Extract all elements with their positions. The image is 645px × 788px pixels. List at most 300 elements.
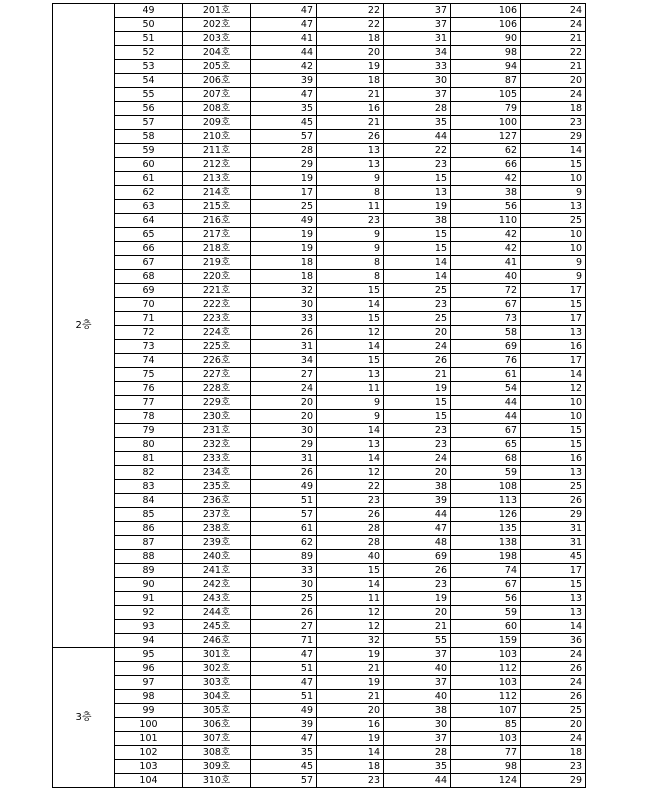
value-1-cell: 19	[251, 172, 317, 186]
table-row	[53, 284, 586, 298]
value-1-cell: 49	[251, 704, 317, 718]
unit-number-cell: 225호	[183, 340, 251, 354]
value-1-cell: 51	[251, 690, 317, 704]
table-row	[53, 242, 586, 256]
value-3-cell: 15	[384, 410, 451, 424]
value-4-cell: 59	[451, 466, 521, 480]
value-1-cell: 24	[251, 382, 317, 396]
unit-number-cell: 244호	[183, 606, 251, 620]
value-4-cell: 94	[451, 60, 521, 74]
row-number-cell: 62	[115, 186, 183, 200]
value-3-cell: 23	[384, 424, 451, 438]
row-number-cell: 55	[115, 88, 183, 102]
value-5-cell: 24	[521, 18, 586, 32]
value-1-cell: 45	[251, 760, 317, 774]
unit-number-cell: 223호	[183, 312, 251, 326]
value-5-cell: 9	[521, 186, 586, 200]
table-row	[53, 508, 586, 522]
value-2-cell: 19	[317, 60, 384, 74]
value-1-cell: 51	[251, 662, 317, 676]
value-3-cell: 48	[384, 536, 451, 550]
table-row	[53, 158, 586, 172]
row-number-cell: 94	[115, 634, 183, 648]
value-4-cell: 44	[451, 396, 521, 410]
value-5-cell: 23	[521, 116, 586, 130]
value-3-cell: 23	[384, 438, 451, 452]
row-number-cell: 88	[115, 550, 183, 564]
value-4-cell: 42	[451, 172, 521, 186]
value-4-cell: 38	[451, 186, 521, 200]
table-row	[53, 578, 586, 592]
value-5-cell: 17	[521, 312, 586, 326]
value-2-cell: 14	[317, 746, 384, 760]
unit-number-cell: 201호	[183, 4, 251, 18]
value-2-cell: 23	[317, 774, 384, 788]
value-2-cell: 12	[317, 606, 384, 620]
value-3-cell: 55	[384, 634, 451, 648]
value-1-cell: 71	[251, 634, 317, 648]
value-4-cell: 42	[451, 228, 521, 242]
table-row	[53, 298, 586, 312]
table-row	[53, 648, 586, 662]
row-number-cell: 52	[115, 46, 183, 60]
value-3-cell: 23	[384, 298, 451, 312]
row-number-cell: 100	[115, 718, 183, 732]
value-5-cell: 16	[521, 340, 586, 354]
row-number-cell: 67	[115, 256, 183, 270]
unit-number-cell: 219호	[183, 256, 251, 270]
value-2-cell: 19	[317, 648, 384, 662]
value-5-cell: 15	[521, 578, 586, 592]
unit-number-cell: 307호	[183, 732, 251, 746]
row-number-cell: 69	[115, 284, 183, 298]
table-row	[53, 326, 586, 340]
table-row	[53, 186, 586, 200]
row-number-cell: 83	[115, 480, 183, 494]
value-3-cell: 38	[384, 480, 451, 494]
value-3-cell: 31	[384, 32, 451, 46]
value-5-cell: 31	[521, 536, 586, 550]
value-1-cell: 33	[251, 312, 317, 326]
unit-number-cell: 234호	[183, 466, 251, 480]
value-4-cell: 54	[451, 382, 521, 396]
value-5-cell: 21	[521, 32, 586, 46]
value-2-cell: 14	[317, 452, 384, 466]
value-5-cell: 25	[521, 214, 586, 228]
value-1-cell: 25	[251, 592, 317, 606]
unit-number-cell: 306호	[183, 718, 251, 732]
value-2-cell: 18	[317, 32, 384, 46]
value-1-cell: 62	[251, 536, 317, 550]
value-2-cell: 14	[317, 298, 384, 312]
table-row	[53, 130, 586, 144]
value-4-cell: 58	[451, 326, 521, 340]
table-row	[53, 144, 586, 158]
unit-number-cell: 227호	[183, 368, 251, 382]
value-1-cell: 47	[251, 18, 317, 32]
row-number-cell: 102	[115, 746, 183, 760]
table-row	[53, 214, 586, 228]
value-3-cell: 15	[384, 172, 451, 186]
value-3-cell: 14	[384, 256, 451, 270]
row-number-cell: 59	[115, 144, 183, 158]
row-number-cell: 76	[115, 382, 183, 396]
value-4-cell: 103	[451, 648, 521, 662]
value-2-cell: 22	[317, 480, 384, 494]
unit-number-cell: 301호	[183, 648, 251, 662]
value-1-cell: 27	[251, 620, 317, 634]
value-3-cell: 44	[384, 774, 451, 788]
unit-number-cell: 243호	[183, 592, 251, 606]
table-row	[53, 452, 586, 466]
unit-number-cell: 232호	[183, 438, 251, 452]
value-4-cell: 69	[451, 340, 521, 354]
value-1-cell: 33	[251, 564, 317, 578]
unit-number-cell: 212호	[183, 158, 251, 172]
row-number-cell: 87	[115, 536, 183, 550]
table-row	[53, 102, 586, 116]
value-2-cell: 9	[317, 228, 384, 242]
value-3-cell: 14	[384, 270, 451, 284]
value-3-cell: 20	[384, 606, 451, 620]
value-4-cell: 87	[451, 74, 521, 88]
value-5-cell: 10	[521, 410, 586, 424]
unit-number-cell: 239호	[183, 536, 251, 550]
row-number-cell: 63	[115, 200, 183, 214]
row-number-cell: 84	[115, 494, 183, 508]
unit-number-cell: 304호	[183, 690, 251, 704]
row-number-cell: 79	[115, 424, 183, 438]
unit-number-cell: 210호	[183, 130, 251, 144]
table-row	[53, 18, 586, 32]
value-5-cell: 17	[521, 564, 586, 578]
value-1-cell: 49	[251, 214, 317, 228]
table-row	[53, 564, 586, 578]
value-5-cell: 14	[521, 368, 586, 382]
value-2-cell: 32	[317, 634, 384, 648]
value-1-cell: 47	[251, 732, 317, 746]
value-2-cell: 8	[317, 270, 384, 284]
value-2-cell: 14	[317, 578, 384, 592]
value-2-cell: 26	[317, 508, 384, 522]
unit-number-cell: 203호	[183, 32, 251, 46]
table-row	[53, 116, 586, 130]
value-1-cell: 57	[251, 130, 317, 144]
value-5-cell: 29	[521, 774, 586, 788]
row-number-cell: 58	[115, 130, 183, 144]
floor-label: 2층	[53, 4, 115, 648]
table-row	[53, 760, 586, 774]
table-row	[53, 382, 586, 396]
value-4-cell: 67	[451, 298, 521, 312]
value-5-cell: 24	[521, 648, 586, 662]
value-1-cell: 28	[251, 144, 317, 158]
row-number-cell: 64	[115, 214, 183, 228]
value-3-cell: 30	[384, 718, 451, 732]
unit-number-cell: 233호	[183, 452, 251, 466]
row-number-cell: 95	[115, 648, 183, 662]
value-4-cell: 90	[451, 32, 521, 46]
value-5-cell: 24	[521, 4, 586, 18]
value-2-cell: 8	[317, 186, 384, 200]
row-number-cell: 90	[115, 578, 183, 592]
value-2-cell: 23	[317, 214, 384, 228]
row-number-cell: 56	[115, 102, 183, 116]
table-row	[53, 32, 586, 46]
value-5-cell: 13	[521, 326, 586, 340]
value-2-cell: 13	[317, 438, 384, 452]
value-2-cell: 13	[317, 158, 384, 172]
value-3-cell: 15	[384, 242, 451, 256]
unit-number-cell: 224호	[183, 326, 251, 340]
table-row	[53, 620, 586, 634]
value-5-cell: 16	[521, 452, 586, 466]
value-1-cell: 34	[251, 354, 317, 368]
unit-number-cell: 220호	[183, 270, 251, 284]
value-5-cell: 24	[521, 676, 586, 690]
unit-number-cell: 226호	[183, 354, 251, 368]
value-3-cell: 37	[384, 4, 451, 18]
row-number-cell: 53	[115, 60, 183, 74]
value-5-cell: 36	[521, 634, 586, 648]
value-2-cell: 9	[317, 242, 384, 256]
value-2-cell: 21	[317, 690, 384, 704]
row-number-cell: 99	[115, 704, 183, 718]
table-row	[53, 466, 586, 480]
value-5-cell: 13	[521, 592, 586, 606]
table-row	[53, 340, 586, 354]
value-2-cell: 28	[317, 536, 384, 550]
value-4-cell: 103	[451, 732, 521, 746]
row-number-cell: 49	[115, 4, 183, 18]
unit-number-cell: 202호	[183, 18, 251, 32]
unit-number-cell: 236호	[183, 494, 251, 508]
table-row	[53, 200, 586, 214]
value-1-cell: 42	[251, 60, 317, 74]
value-1-cell: 20	[251, 396, 317, 410]
value-3-cell: 20	[384, 326, 451, 340]
row-number-cell: 61	[115, 172, 183, 186]
value-5-cell: 15	[521, 438, 586, 452]
value-1-cell: 89	[251, 550, 317, 564]
table-row	[53, 522, 586, 536]
value-4-cell: 40	[451, 270, 521, 284]
value-2-cell: 20	[317, 704, 384, 718]
value-5-cell: 18	[521, 102, 586, 116]
value-3-cell: 37	[384, 676, 451, 690]
value-1-cell: 45	[251, 116, 317, 130]
value-2-cell: 19	[317, 732, 384, 746]
unit-number-cell: 221호	[183, 284, 251, 298]
table-row	[53, 494, 586, 508]
table-row	[53, 410, 586, 424]
value-2-cell: 8	[317, 256, 384, 270]
value-4-cell: 124	[451, 774, 521, 788]
row-number-cell: 85	[115, 508, 183, 522]
value-4-cell: 76	[451, 354, 521, 368]
value-5-cell: 17	[521, 354, 586, 368]
table-row	[53, 480, 586, 494]
unit-number-cell: 217호	[183, 228, 251, 242]
value-3-cell: 38	[384, 704, 451, 718]
unit-number-cell: 308호	[183, 746, 251, 760]
value-5-cell: 14	[521, 144, 586, 158]
value-3-cell: 19	[384, 382, 451, 396]
value-4-cell: 68	[451, 452, 521, 466]
value-1-cell: 26	[251, 606, 317, 620]
value-5-cell: 24	[521, 88, 586, 102]
table-row	[53, 270, 586, 284]
value-4-cell: 105	[451, 88, 521, 102]
value-5-cell: 9	[521, 270, 586, 284]
floor-label: 3층	[53, 648, 115, 788]
unit-number-cell: 207호	[183, 88, 251, 102]
value-4-cell: 127	[451, 130, 521, 144]
unit-number-cell: 209호	[183, 116, 251, 130]
unit-number-cell: 228호	[183, 382, 251, 396]
value-2-cell: 22	[317, 18, 384, 32]
unit-number-cell: 230호	[183, 410, 251, 424]
table-row	[53, 704, 586, 718]
value-3-cell: 20	[384, 466, 451, 480]
table-row	[53, 662, 586, 676]
value-3-cell: 30	[384, 74, 451, 88]
value-2-cell: 18	[317, 760, 384, 774]
value-1-cell: 29	[251, 438, 317, 452]
value-2-cell: 9	[317, 396, 384, 410]
value-5-cell: 29	[521, 508, 586, 522]
unit-number-cell: 302호	[183, 662, 251, 676]
value-2-cell: 16	[317, 102, 384, 116]
table-row	[53, 536, 586, 550]
value-2-cell: 15	[317, 354, 384, 368]
unit-number-cell: 222호	[183, 298, 251, 312]
value-3-cell: 26	[384, 564, 451, 578]
value-5-cell: 10	[521, 396, 586, 410]
value-4-cell: 107	[451, 704, 521, 718]
value-3-cell: 34	[384, 46, 451, 60]
unit-area-table	[52, 3, 586, 788]
value-3-cell: 26	[384, 354, 451, 368]
value-2-cell: 15	[317, 564, 384, 578]
value-3-cell: 44	[384, 130, 451, 144]
value-1-cell: 31	[251, 340, 317, 354]
value-1-cell: 57	[251, 508, 317, 522]
value-4-cell: 67	[451, 578, 521, 592]
row-number-cell: 57	[115, 116, 183, 130]
value-2-cell: 11	[317, 200, 384, 214]
unit-number-cell: 237호	[183, 508, 251, 522]
unit-number-cell: 310호	[183, 774, 251, 788]
value-3-cell: 39	[384, 494, 451, 508]
unit-number-cell: 214호	[183, 186, 251, 200]
value-3-cell: 25	[384, 312, 451, 326]
value-1-cell: 44	[251, 46, 317, 60]
unit-number-cell: 218호	[183, 242, 251, 256]
table-row	[53, 396, 586, 410]
value-1-cell: 29	[251, 158, 317, 172]
value-5-cell: 26	[521, 690, 586, 704]
row-number-cell: 65	[115, 228, 183, 242]
value-1-cell: 26	[251, 326, 317, 340]
row-number-cell: 91	[115, 592, 183, 606]
value-3-cell: 33	[384, 60, 451, 74]
row-number-cell: 51	[115, 32, 183, 46]
value-1-cell: 39	[251, 718, 317, 732]
value-2-cell: 20	[317, 46, 384, 60]
unit-number-cell: 229호	[183, 396, 251, 410]
row-number-cell: 74	[115, 354, 183, 368]
row-number-cell: 86	[115, 522, 183, 536]
unit-number-cell: 303호	[183, 676, 251, 690]
value-2-cell: 15	[317, 284, 384, 298]
value-5-cell: 15	[521, 424, 586, 438]
value-5-cell: 17	[521, 284, 586, 298]
value-2-cell: 40	[317, 550, 384, 564]
value-5-cell: 9	[521, 256, 586, 270]
value-3-cell: 37	[384, 88, 451, 102]
value-1-cell: 61	[251, 522, 317, 536]
value-4-cell: 98	[451, 46, 521, 60]
row-number-cell: 93	[115, 620, 183, 634]
table-row	[53, 746, 586, 760]
value-4-cell: 74	[451, 564, 521, 578]
row-number-cell: 68	[115, 270, 183, 284]
value-5-cell: 13	[521, 606, 586, 620]
unit-number-cell: 211호	[183, 144, 251, 158]
table-row	[53, 634, 586, 648]
unit-number-cell: 208호	[183, 102, 251, 116]
row-number-cell: 96	[115, 662, 183, 676]
table-row	[53, 228, 586, 242]
value-2-cell: 12	[317, 466, 384, 480]
value-4-cell: 56	[451, 592, 521, 606]
value-4-cell: 42	[451, 242, 521, 256]
row-number-cell: 73	[115, 340, 183, 354]
value-1-cell: 20	[251, 410, 317, 424]
row-number-cell: 77	[115, 396, 183, 410]
value-2-cell: 14	[317, 424, 384, 438]
unit-number-cell: 205호	[183, 60, 251, 74]
value-4-cell: 159	[451, 634, 521, 648]
value-4-cell: 112	[451, 690, 521, 704]
value-5-cell: 31	[521, 522, 586, 536]
value-1-cell: 41	[251, 32, 317, 46]
row-number-cell: 71	[115, 312, 183, 326]
value-3-cell: 21	[384, 620, 451, 634]
value-1-cell: 17	[251, 186, 317, 200]
unit-number-cell: 206호	[183, 74, 251, 88]
value-3-cell: 15	[384, 396, 451, 410]
row-number-cell: 60	[115, 158, 183, 172]
value-4-cell: 60	[451, 620, 521, 634]
value-4-cell: 108	[451, 480, 521, 494]
value-3-cell: 15	[384, 228, 451, 242]
table-row	[53, 74, 586, 88]
value-3-cell: 40	[384, 690, 451, 704]
value-2-cell: 12	[317, 326, 384, 340]
value-3-cell: 37	[384, 18, 451, 32]
value-1-cell: 47	[251, 676, 317, 690]
row-number-cell: 89	[115, 564, 183, 578]
value-2-cell: 22	[317, 4, 384, 18]
table-row	[53, 732, 586, 746]
row-number-cell: 92	[115, 606, 183, 620]
value-2-cell: 9	[317, 172, 384, 186]
value-1-cell: 18	[251, 256, 317, 270]
value-5-cell: 25	[521, 480, 586, 494]
value-1-cell: 35	[251, 102, 317, 116]
